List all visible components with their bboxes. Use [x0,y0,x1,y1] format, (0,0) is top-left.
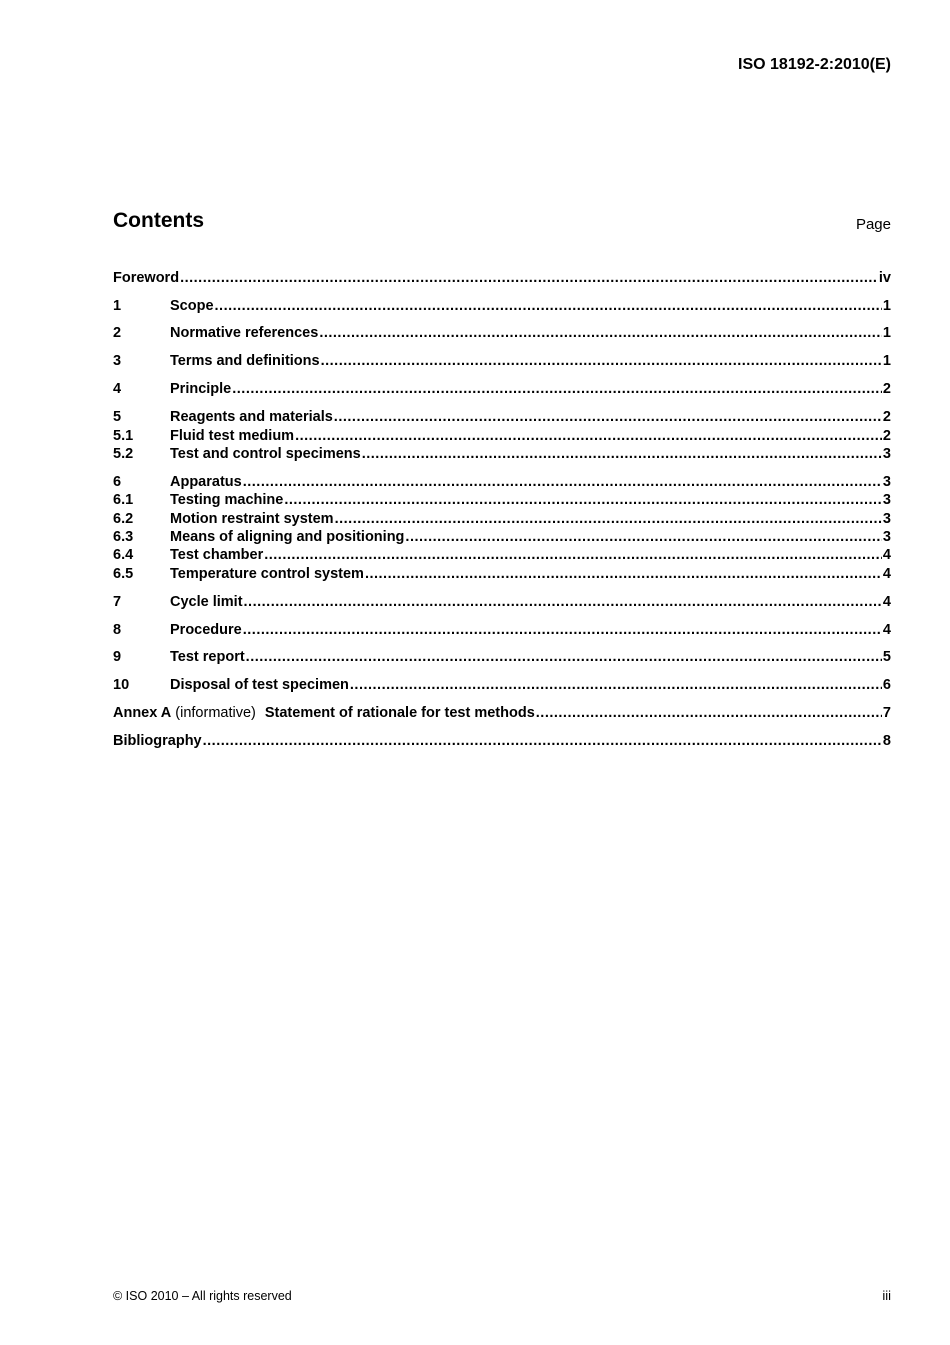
toc-entry-title: Cycle limit [170,594,243,610]
toc-entry-number: 2 [113,325,122,341]
toc-entry-number: 10 [113,677,130,693]
toc-entry-page: 4 [882,566,891,582]
toc-entry-reagents-and-materials[interactable] [113,409,891,427]
toc-entry-number: 6.1 [113,492,134,508]
toc-entry-number: 7 [113,594,122,610]
toc-entry-page: 3 [882,511,891,527]
toc-entry-page: 5 [882,649,891,665]
toc-entry-principle[interactable] [113,381,891,399]
toc-entry-title: Apparatus [170,474,242,490]
toc-entry-number: 5.2 [113,446,134,462]
toc-entry-title: Motion restraint system [170,511,334,527]
toc-entry-title: Principle [170,381,232,397]
toc-entry-page: 4 [882,594,891,610]
toc-entry-scope[interactable] [113,298,891,316]
toc-leader-dots [284,492,882,508]
footer-page-number: iii [882,1288,891,1303]
toc-leader-dots [215,298,882,314]
toc-entry-number: 4 [113,381,122,397]
toc-entry-title: Terms and definitions [170,353,320,369]
toc-entry-page: 2 [882,381,891,397]
toc-entry-title: Temperature control system [170,566,364,582]
toc-entry-bibliography[interactable] [113,733,891,751]
toc-leader-dots [319,325,882,341]
page-column-label: Page [855,216,891,233]
toc-entry-title: Testing machine [170,492,284,508]
toc-leader-dots [295,428,882,444]
toc-entry-title: Bibliography [113,733,202,749]
toc-entry-title: Means of aligning and positioning [170,529,405,545]
toc-leader-dots [350,677,882,693]
toc-entry-title: Test chamber [170,547,264,563]
toc-entry-page: 7 [882,705,891,721]
toc-entry-terms-and-definitions[interactable] [113,353,891,371]
toc-entry-number: 3 [113,353,122,369]
toc-entry-title: Annex A [113,705,172,721]
toc-entry-number: 8 [113,622,122,638]
document-id: ISO 18192-2:2010(E) [738,56,891,73]
toc-entry-page: 3 [882,474,891,490]
toc-entry-number: 6.3 [113,529,134,545]
toc-entry-number: 5.1 [113,428,134,444]
toc-leader-dots [405,529,882,545]
toc-entry-means-of-aligning[interactable] [113,529,891,547]
toc-leader-dots [232,381,882,397]
toc-entry-number: 6.5 [113,566,134,582]
toc-entry-title: Fluid test medium [170,428,295,444]
toc-entry-page: 1 [882,325,891,341]
toc-entry-page: 2 [882,428,891,444]
toc-entry-page: 1 [882,298,891,314]
toc-leader-dots [334,409,882,425]
toc-entry-procedure[interactable] [113,622,891,640]
toc-entry-number: 5 [113,409,122,425]
toc-leader-dots [246,649,882,665]
toc-entry-title: Test report [170,649,245,665]
toc-entry-normative-references[interactable] [113,325,891,343]
toc-leader-dots [243,474,882,490]
toc-leader-dots [536,705,882,721]
toc-leader-dots [362,446,882,462]
toc-entry-test-and-control-specimens[interactable] [113,446,891,464]
toc-entry-test-chamber[interactable] [113,547,891,565]
toc-entry-title: Procedure [170,622,242,638]
toc-entry-test-report[interactable] [113,649,891,667]
toc-entry-page: 4 [882,622,891,638]
toc-entry-subtitle: Statement of rationale for test methods [264,705,535,721]
toc-leader-dots [264,547,882,563]
toc-entry-number: 6.4 [113,547,134,563]
toc-entry-apparatus[interactable] [113,474,891,492]
toc-entry-annex-a[interactable] [113,705,891,723]
toc-entry-number: 1 [113,298,122,314]
toc-leader-dots [203,733,882,749]
toc-leader-dots [244,594,882,610]
toc-entry-page: 6 [882,677,891,693]
toc-entry-testing-machine[interactable] [113,492,891,510]
toc-entry-foreword[interactable] [113,270,891,288]
toc-entry-title: Disposal of test specimen [170,677,349,693]
toc-leader-dots [335,511,882,527]
toc-entry-page: 8 [882,733,891,749]
toc-leader-dots [243,622,882,638]
toc-entry-title: Reagents and materials [170,409,333,425]
toc-entry-fluid-test-medium[interactable] [113,428,891,446]
toc-leader-dots [365,566,882,582]
toc-leader-dots [321,353,882,369]
toc-entry-temperature-control-system[interactable] [113,566,891,584]
contents-heading: Contents [113,209,204,232]
toc-entry-cycle-limit[interactable] [113,594,891,612]
toc-entry-page: 3 [882,529,891,545]
toc-entry-page: 4 [882,547,891,563]
toc-leader-dots [180,270,878,286]
footer-copyright: © ISO 2010 – All rights reserved [113,1289,292,1303]
toc-entry-number: 6.2 [113,511,134,527]
toc-entry-title: Scope [170,298,214,314]
toc-entry-number: 6 [113,474,122,490]
toc-entry-motion-restraint-system[interactable] [113,511,891,529]
toc-entry-number: 9 [113,649,122,665]
toc-entry-disposal-of-test-specimen[interactable] [113,677,891,695]
toc-entry-page: 2 [882,409,891,425]
toc-entry-title: Test and control specimens [170,446,361,462]
toc-entry-page: 1 [882,353,891,369]
toc-entry-page: 3 [882,492,891,508]
toc-entry-title: Foreword [113,270,180,286]
toc-entry-qualifier: (informative) [175,705,256,721]
toc-entry-page: 3 [882,446,891,462]
toc-entry-title: Normative references [170,325,319,341]
toc-entry-page: iv [878,270,891,286]
